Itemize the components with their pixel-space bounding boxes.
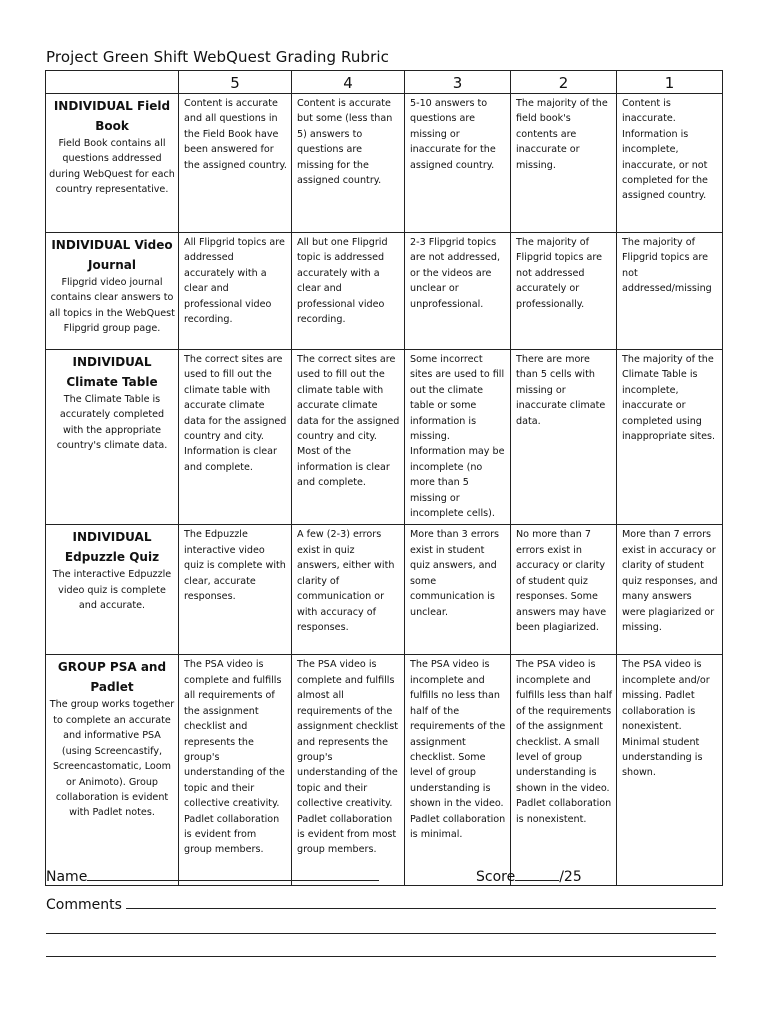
score-4-cell: The correct sites are used to fill out the climate table with accurate climate data for the assigned country and city. Most of the information is clear and complete. [292,350,405,525]
score-2-cell: The majority of the field book's contents are inaccurate or missing. [511,94,617,233]
score-3-cell: More than 3 errors exist in student quiz answers, and some communication is unclear. [405,525,511,655]
score-1-cell: The PSA video is incomplete and/or missing. Padlet collaboration is nonexistent. Minimal student understanding is shown. [617,655,723,886]
score-blank[interactable] [515,880,559,881]
score-1-cell: More than 7 errors exist in accuracy or clarity of student quiz responses, and many answers were plagiarized or missing. [617,525,723,655]
name-blank[interactable] [87,880,379,881]
rubric-row-field-book [46,94,723,233]
rubric-row-psa-padlet [46,655,723,886]
criterion-description: The group works together to complete an accurate and informative PSA (using Screencastify, Screencastomatic, Loom or Animoto). Group collaboration is evident with Padlet notes. [49,699,175,819]
score-column-header: 2 [511,71,617,94]
score-5-cell: The Edpuzzle interactive video quiz is complete with clear, accurate responses. [179,525,292,655]
score-total: /25 [559,869,582,885]
rubric-row-edpuzzle-quiz [46,525,723,655]
page-title: Project Green Shift WebQuest Grading Rubric [46,48,389,66]
score-1-cell: Content is inaccurate. Information is incomplete, inaccurate, or not completed for the assigned country. [617,94,723,233]
score-header-row [46,71,723,94]
score-label: Score [476,869,516,885]
score-4-cell: Content is accurate but some (less than 5) answers to questions are missing for the assigned country. [292,94,405,233]
score-3-cell: Some incorrect sites are used to fill out the climate table or some information is missing. Information may be incomplete (no more than 5 missing or incomplete cells). [405,350,511,525]
criterion-description: The interactive Edpuzzle video quiz is complete and accurate. [52,569,172,612]
criterion-title: INDIVIDUAL Video Journal [51,238,173,272]
score-5-cell: All Flipgrid topics are addressed accurately with a clear and professional video recording. [179,233,292,350]
criterion-cell [46,94,179,233]
score-2-cell: The majority of Flipgrid topics are not addressed accurately or professionally. [511,233,617,350]
score-column-header: 4 [292,71,405,94]
score-3-cell: The PSA video is incomplete and fulfills no less than half of the requirements of the assignment checklist. Some level of group understanding is shown in the video. Padlet collaboration is minimal. [405,655,511,886]
score-5-cell: Content is accurate and all questions in the Field Book have been answered for the assigned country. [179,94,292,233]
score-2-cell: No more than 7 errors exist in accuracy or clarity of student quiz responses. Some answers may have been plagiarized. [511,525,617,655]
criterion-title: INDIVIDUAL Climate Table [66,355,158,389]
criterion-cell [46,233,179,350]
criterion-title: INDIVIDUAL Field Book [53,99,171,133]
score-4-cell: The PSA video is complete and fulfills almost all requirements of the assignment checklist and represents the group's understanding of the topic and their collective creativity. Padlet collaboration is evident from most group members. [292,655,405,886]
grading-rubric-table [45,70,723,886]
score-4-cell: All but one Flipgrid topic is addressed accurately with a clear and professional video recording. [292,233,405,350]
score-2-cell: The PSA video is incomplete and fulfills less than half of the requirements of the assignment checklist. A small level of group understanding is shown in the video. Padlet collaboration is nonexistent. [511,655,617,886]
rubric-row-video-journal [46,233,723,350]
score-5-cell: The PSA video is complete and fulfills all requirements of the assignment checklist and represents the group's understanding of the topic and their collective creativity. Padlet collaboration is evident from group members. [179,655,292,886]
score-column-header: 1 [617,71,723,94]
rubric-row-climate-table [46,350,723,525]
score-4-cell: A few (2-3) errors exist in quiz answers, either with clarity of communication or with accuracy of responses. [292,525,405,655]
score-1-cell: The majority of Flipgrid topics are not addressed/missing [617,233,723,350]
criteria-header-cell [46,71,179,94]
comments-blank-line[interactable] [46,956,716,957]
score-1-cell: The majority of the Climate Table is incomplete, inaccurate or completed using inappropriate sites. [617,350,723,525]
comments-blank[interactable] [126,908,716,909]
name-line [46,869,379,885]
comments-label: Comments [46,897,122,913]
criterion-cell [46,655,179,886]
score-column-header: 5 [179,71,292,94]
score-2-cell: There are more than 5 cells with missing or inaccurate climate data. [511,350,617,525]
criterion-title: GROUP PSA and Padlet [57,660,167,695]
comments-blank-line[interactable] [46,933,716,934]
criterion-cell [46,525,179,655]
criterion-description: Field Book contains all questions addressed during WebQuest for each country representative. [49,138,175,196]
comments-line [46,897,716,913]
criterion-description: The Climate Table is accurately completed with the appropriate country's climate data. [56,394,168,452]
score-column-header: 3 [405,71,511,94]
criterion-cell [46,350,179,525]
name-label: Name [46,869,88,885]
score-3-cell: 2-3 Flipgrid topics are not addressed, or the videos are unclear or unprofessional. [405,233,511,350]
score-3-cell: 5-10 answers to questions are missing or inaccurate for the assigned country. [405,94,511,233]
score-5-cell: The correct sites are used to fill out the climate table with accurate climate data for the assigned country and city. Information is clear and complete. [179,350,292,525]
criterion-description: Flipgrid video journal contains clear answers to all topics in the WebQuest Flipgrid group page. [49,277,175,335]
criterion-title: INDIVIDUAL Edpuzzle Quiz [64,530,160,565]
score-line [476,869,582,885]
